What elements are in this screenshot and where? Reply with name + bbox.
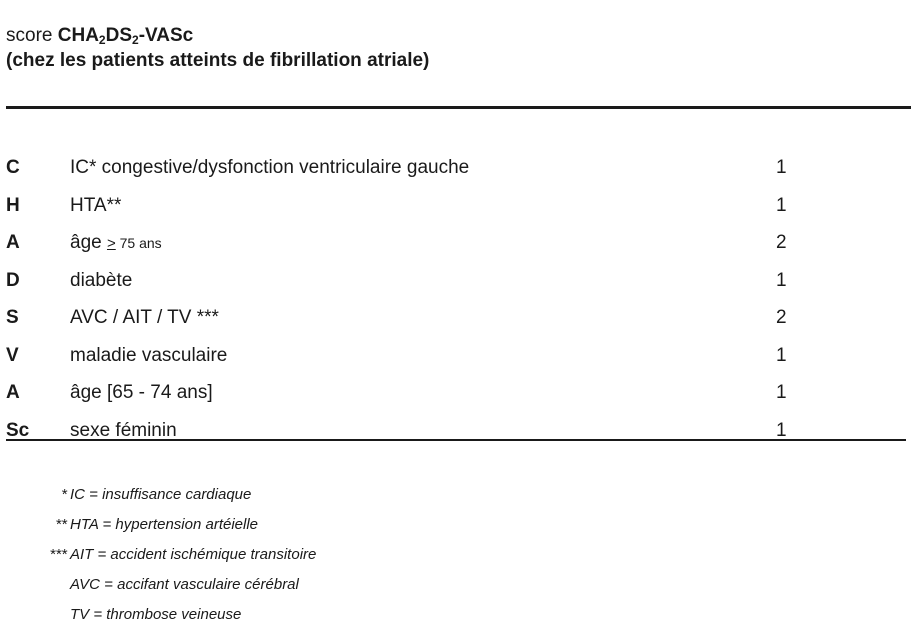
row-criterion: AVC / AIT / TV *** bbox=[70, 307, 219, 328]
footnote-ait bbox=[0, 540, 917, 570]
row-points: 2 bbox=[776, 232, 787, 253]
row-points: 1 bbox=[776, 194, 787, 216]
footnote-mark: *** bbox=[49, 546, 67, 563]
row-points: 1 bbox=[776, 344, 787, 366]
footnote-text: IC = insuffisance cardiaque bbox=[70, 486, 252, 503]
row-criterion bbox=[70, 229, 162, 258]
row-letter: D bbox=[6, 269, 20, 291]
score-name-part2: DS bbox=[105, 25, 133, 46]
score-name-sub2: 2 bbox=[132, 33, 139, 47]
row-criterion-main: âge bbox=[70, 232, 107, 253]
score-row-h bbox=[0, 189, 917, 227]
row-letter: A bbox=[6, 232, 20, 253]
row-criterion: âge [65 - 74 ans] bbox=[70, 382, 213, 403]
score-row-c bbox=[0, 151, 917, 189]
row-points: 1 bbox=[776, 269, 787, 291]
row-points: 1 bbox=[776, 382, 787, 403]
row-letter: Sc bbox=[6, 419, 30, 441]
top-divider bbox=[6, 106, 911, 109]
title-block bbox=[6, 24, 429, 74]
score-name-part3: -VASc bbox=[138, 25, 194, 46]
score-row-v bbox=[0, 339, 917, 377]
row-criterion: sexe féminin bbox=[70, 419, 177, 441]
score-name-sub1: 2 bbox=[98, 33, 106, 47]
title-prefix: score bbox=[6, 25, 53, 46]
score-row-sc bbox=[0, 414, 917, 452]
row-criterion: maladie vasculaire bbox=[70, 344, 228, 366]
score-name-part1: CHA bbox=[57, 25, 99, 46]
row-criterion-age: 75 ans bbox=[115, 235, 162, 251]
row-letter: V bbox=[6, 344, 19, 366]
score-name bbox=[58, 25, 194, 46]
row-points: 2 bbox=[776, 307, 787, 328]
row-letter: A bbox=[6, 382, 20, 403]
score-row-a75 bbox=[0, 226, 917, 264]
page-subtitle: (chez les patients atteints de fibrillation atriale) bbox=[6, 50, 430, 71]
footnote-text: TV = thrombose veineuse bbox=[70, 606, 242, 623]
page-title bbox=[6, 24, 429, 48]
footnote-mark: ** bbox=[55, 516, 67, 533]
row-points: 1 bbox=[776, 157, 787, 178]
greater-equal-sign: > bbox=[106, 235, 116, 252]
row-criterion: HTA** bbox=[70, 194, 122, 216]
row-letter: S bbox=[6, 307, 19, 328]
row-points: 1 bbox=[776, 419, 787, 441]
footnote-mark: * bbox=[61, 486, 67, 503]
score-table bbox=[0, 151, 917, 451]
footnotes bbox=[0, 480, 917, 630]
row-letter: H bbox=[6, 194, 20, 216]
footnote-tv bbox=[0, 600, 917, 630]
row-letter: C bbox=[6, 157, 20, 178]
footnote-text: AIT = accident ischémique transitoire bbox=[70, 546, 317, 563]
footnote-text: AVC = accifant vasculaire cérébral bbox=[70, 576, 299, 593]
footnote-text: HTA = hypertension artéielle bbox=[70, 516, 259, 533]
footnote-ic bbox=[0, 480, 917, 510]
footnote-hta bbox=[0, 510, 917, 540]
row-criterion: IC* congestive/dysfonction ventriculaire gauche bbox=[70, 157, 470, 178]
score-row-a65 bbox=[0, 376, 917, 414]
footnote-avc bbox=[0, 570, 917, 600]
row-criterion: diabète bbox=[70, 269, 133, 291]
bottom-divider bbox=[6, 439, 906, 441]
score-row-s bbox=[0, 301, 917, 339]
score-row-d bbox=[0, 264, 917, 302]
